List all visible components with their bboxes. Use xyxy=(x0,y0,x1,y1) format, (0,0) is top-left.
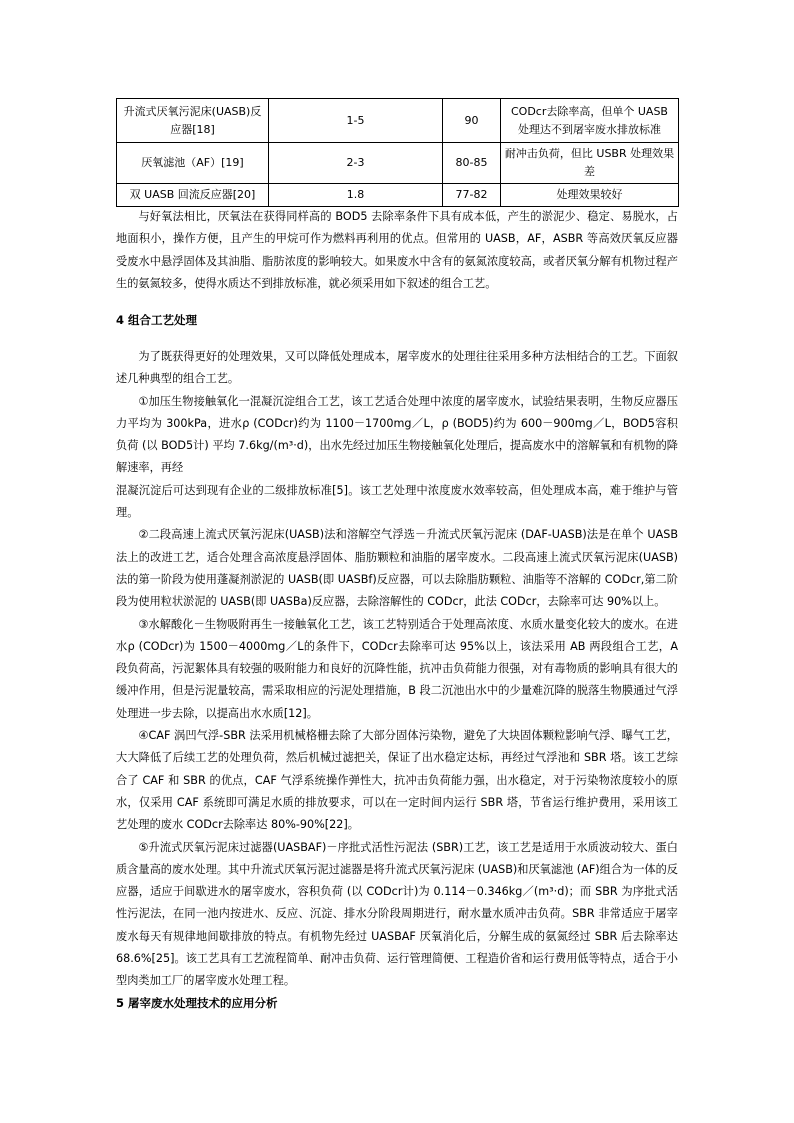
table-cell: 双 UASB 回流反应器[20] xyxy=(117,184,269,207)
table-cell: 升流式厌氧污泥床(UASB)反应器[18] xyxy=(117,99,269,143)
table-cell: CODcr去除率高，但单个 UASB 处理达不到屠宰废水排放标准 xyxy=(501,99,679,143)
paragraph: ①加压生物接触氧化一混凝沉淀组合工艺，该工艺适合处理中浓度的屠宰废水，试验结果表明，生物反应器压力平均为 300kPa，进水ρ (CODcr)约为 1100－1700mg／L，ρ (BOD5)约为 600－900mg／L，BOD5容积负荷 (以 BOD5计) 平均 7.6kg/(m³·d)，出水先经过加压生物接触氧化处理后，提高废水中的溶解氧和有机物的降解速率，再经 xyxy=(116,394,678,475)
table-row xyxy=(117,99,679,143)
paragraph: ③水解酸化－生物吸附再生一接触氧化工艺，该工艺特别适合于处理高浓度、水质水量变化较大的废水。在进水ρ (CODcr)为 1500－4000mg／L的条件下，CODcr去除率可达 95%以上，该法采用 AB 两段组合工艺，A 段负荷高，污泥絮体具有较强的吸附能力和良好的沉降性能，抗冲击负荷能力很强，对有毒物质的影响具有很大的缓冲作用，但是污泥量较高，需采取相应的污泥处理措施，B 段二沉池出水中的少量难沉降的脱落生物膜通过气浮处理进一步去除，以提高出水水质[12]。 xyxy=(116,617,678,720)
table-cell: 厌氧滤池（AF）[19] xyxy=(117,143,269,184)
section-4-body xyxy=(116,346,678,993)
table-cell: 耐冲击负荷，但比 USBR 处理效果差 xyxy=(501,143,679,184)
paragraph: 混凝沉淀后可达到现有企业的二级排放标准[5]。该工艺处理中浓度废水效率较高，但处理成本高，难于维护与管理。 xyxy=(116,483,678,520)
paragraph: 为了既获得更好的处理效果，又可以降低处理成本，屠宰废水的处理往往采用多种方法相结合的工艺。下面叙述几种典型的组合工艺。 xyxy=(116,350,678,386)
table-cell: 80-85 xyxy=(443,143,501,184)
table-cell: 1.8 xyxy=(269,184,443,207)
table-row xyxy=(117,184,679,207)
paragraph: ④CAF 涡凹气浮-SBR 法采用机械格栅去除了大部分固体污染物，避免了大块固体颗粒影响气浮、曝气工艺，大大降低了后续工艺的处理负荷，然后机械过滤把关，保证了出水稳定达标，再经过气浮池和 SBR 塔。该工艺综合了 CAF 和 SBR 的优点，CAF 气浮系统操作弹性大，抗冲击负荷能力强，出水稳定，对于污染物浓度较小的原水，仅采用 CAF 系统即可满足水质的排放要求，可以在一定时间内运行 SBR 塔，节省运行维护费用，采用该工艺处理的废水 CODcr去除率达 80%-90%[22]。 xyxy=(116,729,678,832)
table-row xyxy=(117,143,679,184)
section-heading: 4 组合工艺处理 xyxy=(116,313,198,327)
table-cell: 90 xyxy=(443,99,501,143)
table-cell: 77-82 xyxy=(443,184,501,207)
table-cell: 处理效果较好 xyxy=(501,184,679,207)
comparison-table xyxy=(116,98,679,207)
paragraph: ②二段高速上流式厌氧污泥床(UASB)法和溶解空气浮选－升流式厌氧污泥床 (DAF-UASB)法是在单个 UASB 法上的改进工艺，适合处理含高浓度悬浮固体、脂肪颗粒和油脂的屠宰废水。二段高速上流式厌氧污泥床(UASB)法的第一阶段为使用蓬凝剂淤泥的 UASB(即 UASBf)反应器，可以去除脂肪颗粒、油脂等不溶解的 CODcr,第二阶段为使用粒状淤泥的 UASB(即 UASBa)反应器，去除溶解性的 CODcr，此法 CODcr，去除率可达 90%以上。 xyxy=(116,528,678,609)
paragraph: ⑤升流式厌氧污泥床过滤器(UASBAF)－序批式活性污泥法 (SBR)工艺，该工艺是适用于水质波动较大、蛋白质含量高的废水处理。其中升流式厌氧污泥过滤器是将升流式厌氧污泥床 (UASB)和厌氧滤池 (AF)组合为一体的反应器，适应于间歇进水的屠宰废水，容积负荷 (以 CODcr计)为 0.114－0.346kg／(m³·d)；而 SBR 为序批式活性污泥法，在同一池内按进水、反应、沉淀、排水分阶段周期进行，耐水量水质冲击负荷。SBR 非常适应于屠宰废水每天有规律地间歇排放的特点。有机物先经过 UASBAF 厌氧消化后，分解生成的氨氮经过 SBR 后去除率达 68.6%[25]。该工艺具有工艺流程简单、耐冲击负荷、运行管理简便、工程造价省和运行费用低等特点，适合于小型肉类加工厂的屠宰废水处理工程。 xyxy=(116,840,678,988)
intro-paragraph-block xyxy=(116,206,678,295)
section-heading: 5 屠宰废水处理技术的应用分析 xyxy=(116,996,278,1010)
paragraph: 与好氧法相比，厌氧法在获得同样高的 BOD5 去除率条件下具有成本低，产生的淤泥少、稳定、易脱水，占地面积小，操作方便，且产生的甲烷可作为燃料再利用的优点。但常用的 UASB，AF，ASBR 等高效厌氧反应器受废水中悬浮固体及其油脂、脂肪浓度的影响较大。如果废水中含有的氨氮浓度较高，或者厌氧分解有机物过程产生的氨氮较多，使得水质达不到排放标准，就必须采用如下叙述的组合工艺。 xyxy=(116,210,678,290)
table-cell: 2-3 xyxy=(269,143,443,184)
table-cell: 1-5 xyxy=(269,99,443,143)
